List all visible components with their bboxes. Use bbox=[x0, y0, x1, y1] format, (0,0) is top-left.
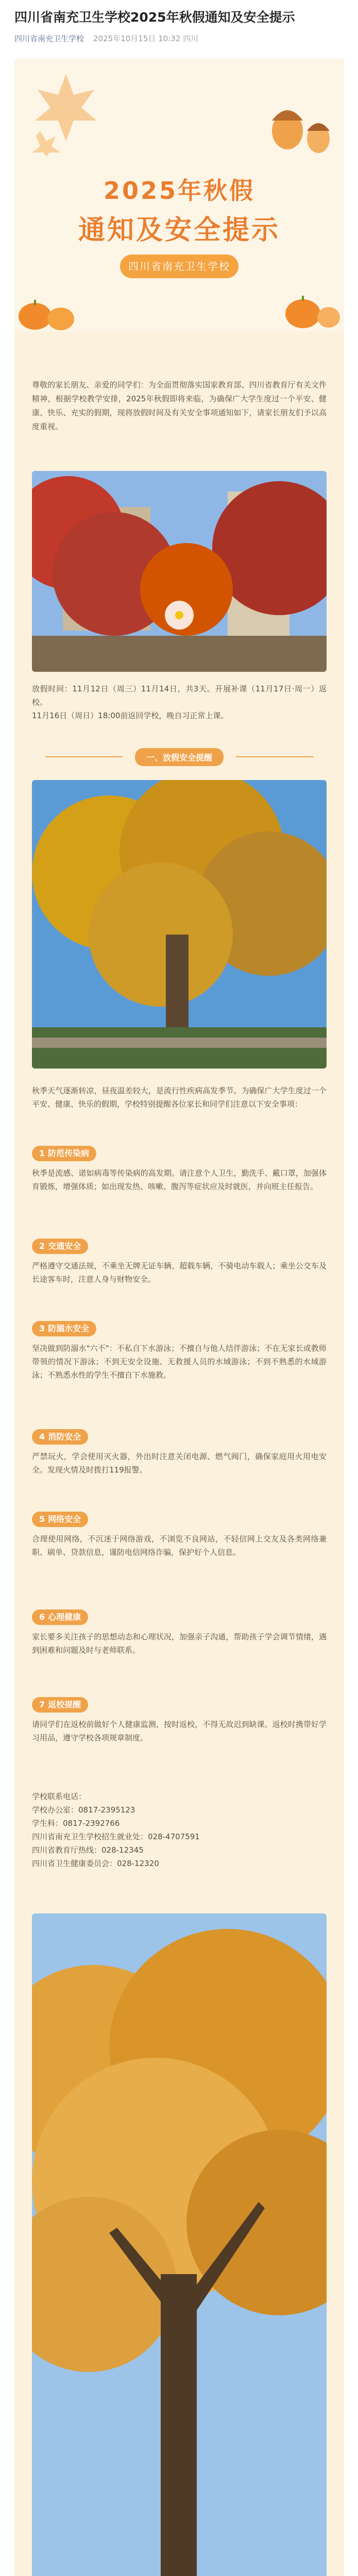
contact-line: 学生科：0817-2392766 bbox=[32, 1819, 120, 1828]
school-badge: 四川省南充卫生学校 bbox=[120, 255, 238, 278]
autumn-tree-photo bbox=[32, 1913, 327, 2576]
item-text: 请同学们在返校前做好个人健康监测，按时返校，不得无故迟到缺课。返校时携带好学习用品，遵守学校各项规章制度。 bbox=[32, 1720, 327, 1742]
item-title: 1 防范传染病 bbox=[32, 1146, 96, 1161]
holiday-time: 放假时间：11月12日（周三）11月14日，共3天。开展补课（11月17日·周一）返校。 bbox=[32, 684, 327, 707]
maple-leaf-icon bbox=[20, 64, 112, 157]
acorn-icon bbox=[257, 90, 339, 162]
item-text: 严禁玩火，学会使用灭火器，外出时注意关闭电源、燃气阀门，确保家庭用火用电安全。发现火情及时拨打119报警。 bbox=[32, 1452, 327, 1475]
poster-header bbox=[14, 59, 344, 332]
item-text: 秋季是流感、诺如病毒等传染病的高发期。请注意个人卫生，勤洗手、戴口罩，加强体育锻炼，增强体质；如出现发热、咳嗽、腹泻等症状应及时就医，并向班主任报告。 bbox=[32, 1168, 327, 1191]
item-title: 6 心理健康 bbox=[32, 1609, 88, 1625]
section-title: 一、放假安全提醒 bbox=[135, 748, 224, 766]
article-header bbox=[0, 0, 358, 57]
item-title: 7 返校提醒 bbox=[32, 1697, 88, 1713]
item-text: 家长要多关注孩子的思想动态和心理状况，加强亲子沟通，帮助孩子学会调节情绪，遇到困难和问题及时与老师联系。 bbox=[32, 1632, 327, 1655]
contacts-block bbox=[32, 1790, 327, 1870]
intro-text: 尊敬的家长朋友、亲爱的同学们：为全面贯彻落实国家教育部、四川省教育厅有关文件精神，根据学校教学安排，2025年秋假即将来临，为确保广大学生度过一个平安、健康、快乐、充实的假期，现将放假时间及有关安全事项通知如下，请家长朋友们予以高度重视。 bbox=[32, 380, 327, 431]
poster bbox=[14, 59, 344, 2576]
contacts-heading: 学校联系电话： bbox=[32, 1792, 87, 1801]
pumpkin-icon bbox=[14, 285, 107, 332]
section-intro: 秋季天气逐渐转凉，昼夜温差较大，是流行性疾病高发季节。为确保广大学生度过一个平安、健康、快乐的假期，学校特别提醒各位家长和同学们注意以下安全事项： bbox=[32, 1086, 327, 1109]
section-header bbox=[14, 748, 344, 766]
item-text: 合理使用网络，不沉迷于网络游戏，不浏览不良网站，不轻信网上交友及各类网络兼职、刷单、贷款信息，谨防电信网络诈骗，保护好个人信息。 bbox=[32, 1534, 327, 1557]
poster-title-line2: 通知及安全提示 bbox=[78, 215, 280, 246]
contact-line: 四川省教育厅热线：028-12345 bbox=[32, 1845, 144, 1855]
campus-photo bbox=[32, 471, 327, 672]
publish-date: 2025年10月15日 10:32 四川 bbox=[93, 34, 199, 43]
contact-line: 学校办公室：0817-2395123 bbox=[32, 1805, 135, 1815]
item-text: 坚决做到防溺水"六不"：不私自下水游泳；不擅自与他人结伴游泳；不在无家长或教师带领的情况下游泳；不到无安全设施、无救援人员的水域游泳；不到不熟悉的水域游泳；不熟悉水性的学生不擅自下水施救。 bbox=[32, 1344, 327, 1380]
item-title: 2 交通安全 bbox=[32, 1239, 88, 1254]
contact-line: 四川省卫生健康委员会：028-12320 bbox=[32, 1859, 159, 1868]
item-title: 3 防溺水安全 bbox=[32, 1321, 96, 1336]
item-title: 5 网络安全 bbox=[32, 1512, 88, 1527]
pumpkin-icon bbox=[272, 285, 344, 332]
item-title: 4 消防安全 bbox=[32, 1429, 88, 1445]
article-meta bbox=[14, 33, 344, 44]
return-time: 11月16日（周日）18:00前返回学校，晚自习正常上课。 bbox=[32, 711, 229, 720]
poster-title-line1: 2025年秋假 bbox=[103, 177, 255, 205]
tree-photo bbox=[32, 780, 327, 1069]
account-link[interactable]: 四川省南充卫生学校 bbox=[14, 34, 84, 43]
item-text: 严格遵守交通法规，不乘坐无牌无证车辆、超载车辆，不骑电动车载人；乘坐公交车及长途客车时，注意人身与财物安全。 bbox=[32, 1261, 327, 1284]
contact-line: 四川省南充卫生学校招生就业处：028-4707591 bbox=[32, 1832, 200, 1841]
article-title: 四川省南充卫生学校2025年秋假通知及安全提示 bbox=[14, 10, 295, 25]
